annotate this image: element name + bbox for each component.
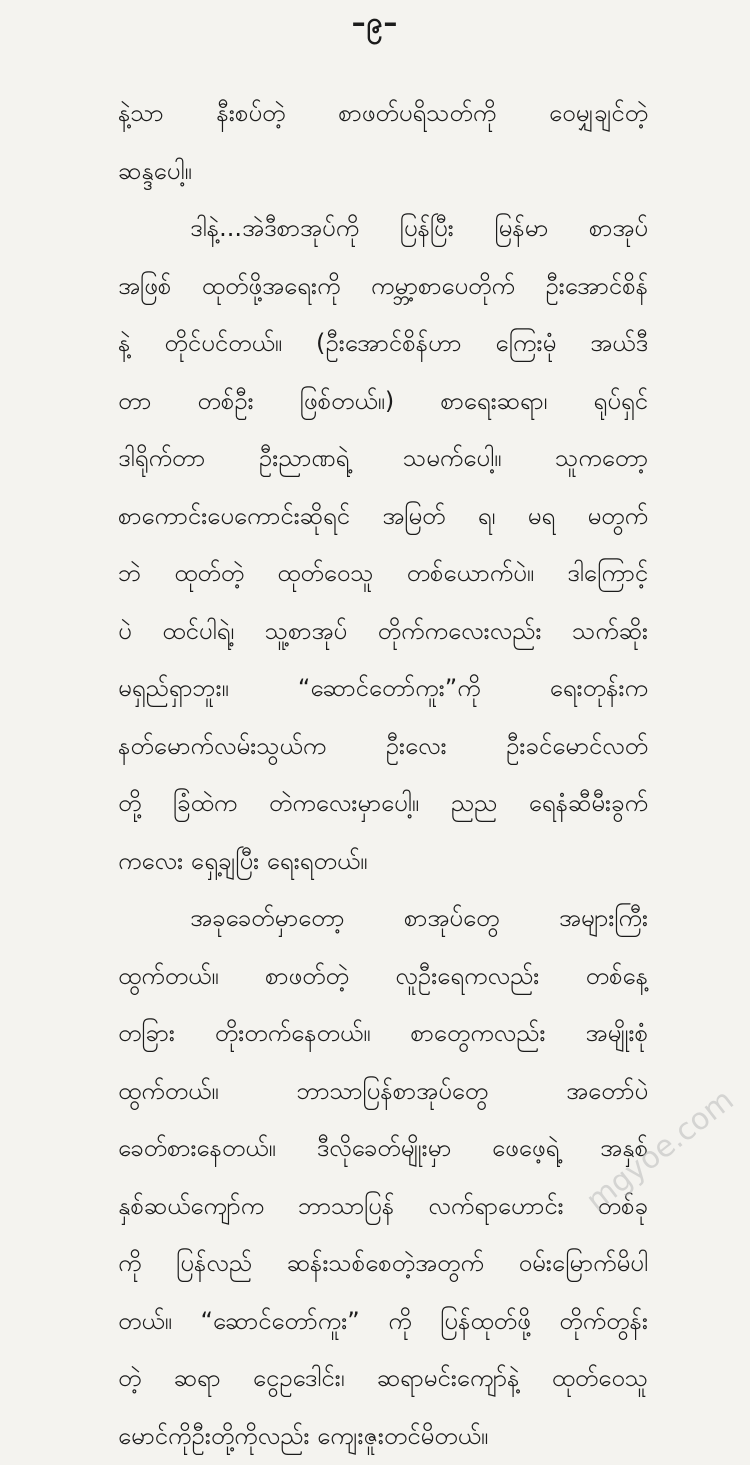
text-line: ဒါရိုက်တာ ဦးညာဏရဲ့ သမက်ပေါ့။ သူကတော့ bbox=[118, 430, 648, 488]
text-line: မရှည်ရှာဘူး။ “ဆောင်တော်ကူး”ကို ရေးတုန်းက bbox=[118, 660, 648, 718]
text-line: အဖြစ် ထုတ်ဖို့အရေးကို ကမ္ဘာ့စာပေတိုက် ဦးအောင်စိန် bbox=[118, 258, 648, 316]
text-line: ခေတ်စားနေတယ်။ ဒီလိုခေတ်မျိုးမှာ ဖေဖေ့ရဲ့ အနှစ် bbox=[118, 1120, 648, 1178]
text-line: တဲ့ ဆရာ ငွေဥဒေါင်း၊ ဆရာမင်းကျော်နဲ့ ထုတ်ဝေသူ bbox=[118, 1350, 648, 1408]
text-line: မောင်ကိုဦးတို့ကိုလည်း ကျေးဇူးတင်မိတယ်။ bbox=[118, 1408, 648, 1465]
text-line: နဲ့ တိုင်ပင်တယ်။ (ဦးအောင်စိန်ဟာ ကြေးမုံ အယ်ဒီ bbox=[118, 315, 648, 373]
text-line: တယ်။ “ဆောင်တော်ကူး” ကို ပြန်ထုတ်ဖို့ တိုက်တွန်း bbox=[118, 1293, 648, 1351]
text-line: တခြား တိုးတက်နေတယ်။ စာတွေကလည်း အမျိုးစုံ bbox=[118, 1005, 648, 1063]
text-line: ထွက်တယ်။ စာဖတ်တဲ့ လူဦးရေကလည်း တစ်နေ့ bbox=[118, 948, 648, 1006]
text-line: စာကောင်းပေကောင်းဆိုရင် အမြတ် ရ၊ မရ မတွက် bbox=[118, 488, 648, 546]
text-line: ဒါနဲ့...အဲဒီစာအုပ်ကို ပြန်ပြီး မြန်မာ စာအုပ် bbox=[118, 200, 648, 258]
watermark: mgyoe.com bbox=[579, 1082, 740, 1218]
text-line: ကို ပြန်လည် ဆန်းသစ်စေတဲ့အတွက် ဝမ်းမြောက်မိပါ bbox=[118, 1235, 648, 1293]
page-number: –၉– bbox=[0, 4, 750, 46]
text-line: ပဲ ထင်ပါရဲ့၊ သူ့စာအုပ် တိုက်ကလေးလည်း သက်ဆိုး bbox=[118, 603, 648, 661]
text-line: ကလေး ရှေ့ချပြီး ရေးရတယ်။ bbox=[118, 833, 648, 891]
text-line: နှစ်ဆယ်ကျော်က ဘာသာပြန် လက်ရာဟောင်း တစ်ခု bbox=[118, 1178, 648, 1236]
body-text bbox=[118, 85, 648, 1465]
text-line: ဆန္ဒပေါ့။ bbox=[118, 143, 648, 201]
text-line: ဘဲ ထုတ်တဲ့ ထုတ်ဝေသူ တစ်ယောက်ပဲ။ ဒါကြောင့် bbox=[118, 545, 648, 603]
text-line: တာ တစ်ဦး ဖြစ်တယ်။) စာရေးဆရာ၊ ရုပ်ရှင် bbox=[118, 373, 648, 431]
text-line: ထွက်တယ်။ ဘာသာပြန်စာအုပ်တွေ အတော်ပဲ bbox=[118, 1063, 648, 1121]
text-line: တို့ ခြံထဲက တဲကလေးမှာပေါ့။ ညည ရေနံဆီမီးခွက် bbox=[118, 775, 648, 833]
text-line: နဲ့သာ နီးစပ်တဲ့ စာဖတ်ပရိသတ်ကို ဝေမျှချင်တဲ့ bbox=[118, 85, 648, 143]
text-line: အခုခေတ်မှာတော့ စာအုပ်တွေ အများကြီး bbox=[118, 890, 648, 948]
text-line: နတ်မောက်လမ်းသွယ်က ဦးလေး ဦးခင်မောင်လတ် bbox=[118, 718, 648, 776]
